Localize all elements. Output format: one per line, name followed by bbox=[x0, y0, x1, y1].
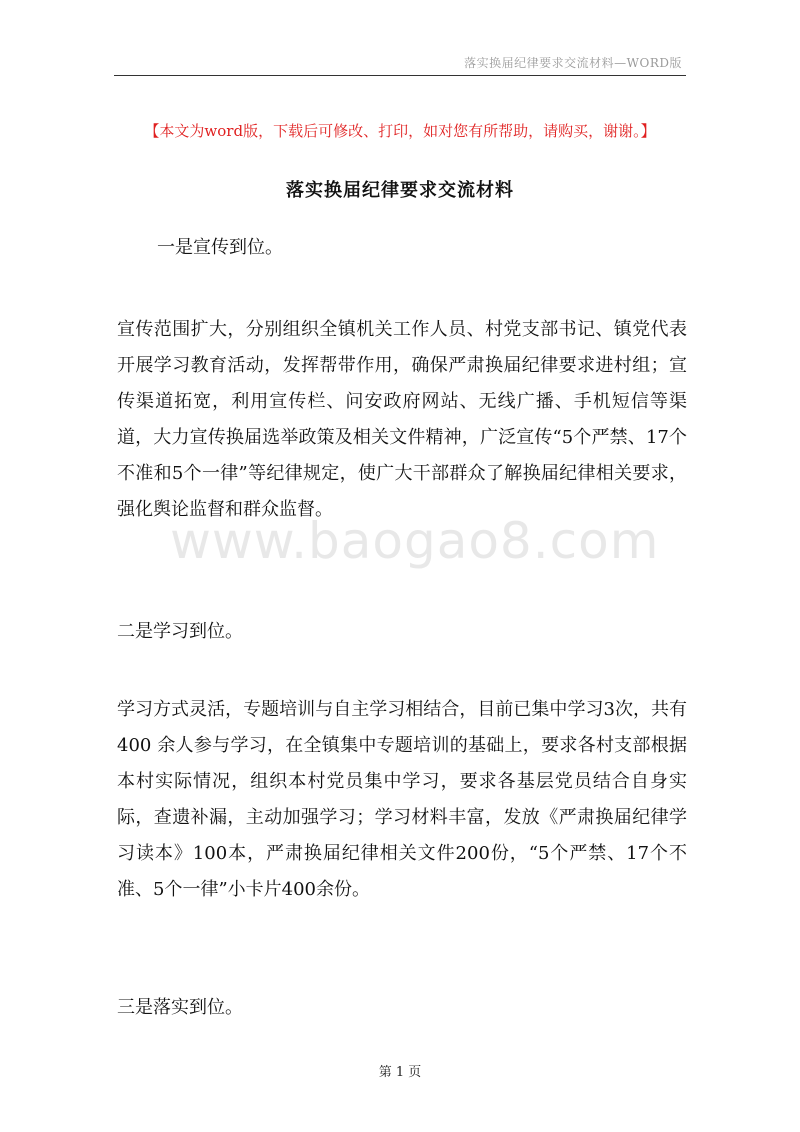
document-title: 落实换届纪律要求交流材料 bbox=[286, 180, 514, 201]
site-watermark: www.baogao8.com bbox=[170, 512, 660, 570]
section-heading-2: 二是学习到位。 bbox=[117, 621, 243, 642]
section-heading-3: 三是落实到位。 bbox=[117, 997, 243, 1018]
running-header: 落实换届纪律要求交流材料—WORD版 bbox=[464, 56, 682, 70]
header-divider bbox=[114, 75, 686, 76]
purchase-notice: 【本文为word版，下载后可修改、打印，如对您有所帮助，请购买，谢谢。】 bbox=[144, 122, 656, 140]
section-body-2: 学习方式灵活，专题培训与自主学习相结合，目前已集中学习3次，共有 400 余人参与学习，在全镇集中专题培训的基础上，要求各村支部根据本村实际情况，组织本村党员集中学习，要求各基层党员结合自身实际，查遗补漏，主动加强学习；学习材料丰富，发放《严肃换届纪律学习读本》100本，严肃换届纪律相关文件200份，“5个严禁、17个不准、5个一律”小卡片400余份。 bbox=[117, 699, 687, 900]
section-heading-1: 一是宣传到位。 bbox=[157, 237, 283, 258]
page-number: 第 1 页 bbox=[378, 1065, 422, 1080]
section-body-1: 宣传范围扩大，分别组织全镇机关工作人员、村党支部书记、镇党代表开展学习教育活动，发挥帮带作用，确保严肃换届纪律要求进村组；宣传渠道拓宽，利用宣传栏、问安政府网站、无线广播、手机短信等渠道，大力宣传换届选举政策及相关文件精神，广泛宣传“5个严禁、17个不准和5个一律”等纪律规定，使广大干部群众了解换届纪律相关要求，强化舆论监督和群众监督。 bbox=[117, 319, 687, 520]
